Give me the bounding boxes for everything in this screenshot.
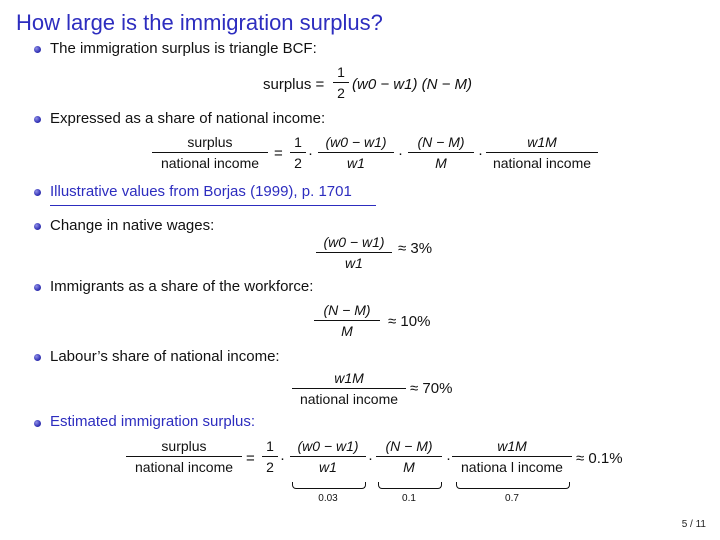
reference-underline <box>50 205 376 206</box>
frac-bar <box>262 456 278 457</box>
frac-den: w1 <box>319 459 337 475</box>
page-title: How large is the immigration surplus? <box>16 10 383 35</box>
eq-surplus-lhs: surplus = <box>263 76 325 93</box>
underbrace-value: 0.1 <box>402 493 416 504</box>
page-number: 5 / 11 <box>681 519 706 530</box>
frac-bar <box>152 152 268 153</box>
frac-bar <box>290 456 366 457</box>
frac-num: 1 <box>294 134 302 150</box>
eq6-half <box>262 438 278 475</box>
bullet-marker <box>34 46 41 53</box>
frac-bar <box>292 388 406 389</box>
borjas-reference-link[interactable]: Illustrative values from Borjas (1999), p. 1701 <box>50 183 352 200</box>
eq6-approx: ≈ 0.1% <box>576 450 623 467</box>
frac-num: surplus <box>161 438 207 454</box>
frac-bar <box>318 152 394 153</box>
frac-bar <box>290 152 306 153</box>
eq6-equals: = <box>246 450 255 467</box>
bullet-native-wages: Change in native wages: <box>50 217 215 234</box>
frac-bar <box>486 152 598 153</box>
eq4-approx: ≈ 10% <box>388 313 431 330</box>
bullet-labour-share: Labour’s share of national income: <box>50 348 280 365</box>
frac-den: 2 <box>266 459 274 475</box>
eq-half-fraction <box>333 64 349 101</box>
eq2-worker-fraction <box>408 134 474 171</box>
frac-bar <box>408 152 474 153</box>
eq5-approx: ≈ 70% <box>410 380 453 397</box>
eq2-half <box>290 134 306 171</box>
frac-den: nationa l income <box>461 459 563 475</box>
frac-den: w1 <box>347 155 365 171</box>
underbrace <box>292 482 366 489</box>
frac-den: M <box>435 155 447 171</box>
frac-bar <box>316 252 392 253</box>
frac-den: M <box>341 323 353 339</box>
eq3-wage-fraction <box>316 234 392 271</box>
eq2-equals: = <box>274 145 283 162</box>
frac-num: (N − M) <box>323 302 371 318</box>
eq6-dot: · <box>368 450 373 467</box>
bullet-marker <box>34 223 41 230</box>
frac-den: M <box>403 459 415 475</box>
bullet-marker <box>34 284 41 291</box>
frac-num: 1 <box>266 438 274 454</box>
bullet-immigrant-share: Immigrants as a share of the workforce: <box>50 278 314 295</box>
eq5-labour-fraction <box>292 370 406 407</box>
eq3-approx: ≈ 3% <box>398 240 433 257</box>
bullet-marker <box>34 116 41 123</box>
underbrace <box>378 482 442 489</box>
frac-den: 2 <box>294 155 302 171</box>
frac-den: 2 <box>337 85 345 101</box>
frac-num: (N − M) <box>385 438 433 454</box>
frac-num: (w0 − w1) <box>297 438 359 454</box>
frac-den: national income <box>492 155 592 171</box>
eq2-wage-fraction <box>318 134 394 171</box>
frac-num: 1 <box>337 64 345 80</box>
eq2-lhs-fraction <box>152 134 268 171</box>
eq2-dot: · <box>478 145 483 162</box>
frac-bar <box>333 82 349 83</box>
frac-den: national income <box>299 391 399 407</box>
frac-den: national income <box>134 459 234 475</box>
eq6-wage-fraction <box>290 438 366 475</box>
bullet-marker <box>34 354 41 361</box>
frac-bar <box>376 456 442 457</box>
bullet-marker <box>34 189 41 196</box>
eq6-worker-fraction <box>376 438 442 475</box>
eq6-lhs-fraction <box>126 438 242 475</box>
eq6-dot: · <box>446 450 451 467</box>
bullet-estimated-surplus: Estimated immigration surplus: <box>50 413 256 430</box>
eq-surplus-rest: (w0 − w1) (N − M) <box>352 76 473 93</box>
frac-den: w1 <box>345 255 363 271</box>
frac-num: (w0 − w1) <box>323 234 385 250</box>
eq6-dot: · <box>280 450 285 467</box>
bullet-surplus-triangle: The immigration surplus is triangle BCF: <box>50 40 317 57</box>
frac-num: (N − M) <box>417 134 465 150</box>
frac-num: surplus <box>187 134 233 150</box>
eq2-dot: · <box>308 145 313 162</box>
frac-num: w1M <box>527 134 557 150</box>
frac-num: (w0 − w1) <box>325 134 387 150</box>
eq6-labour-fraction <box>452 438 572 475</box>
frac-num: w1M <box>497 438 527 454</box>
frac-bar <box>314 320 380 321</box>
bullet-share-national-income: Expressed as a share of national income: <box>50 110 326 127</box>
eq4-worker-fraction <box>314 302 380 339</box>
underbrace <box>456 482 570 489</box>
underbrace-value: 0.7 <box>505 493 519 504</box>
frac-bar <box>452 456 572 457</box>
frac-num: w1M <box>334 370 364 386</box>
eq2-dot: · <box>398 145 403 162</box>
frac-bar <box>126 456 242 457</box>
eq2-labour-fraction <box>486 134 598 171</box>
bullet-marker <box>34 420 41 427</box>
underbrace-value: 0.03 <box>318 493 338 504</box>
frac-den: national income <box>160 155 260 171</box>
